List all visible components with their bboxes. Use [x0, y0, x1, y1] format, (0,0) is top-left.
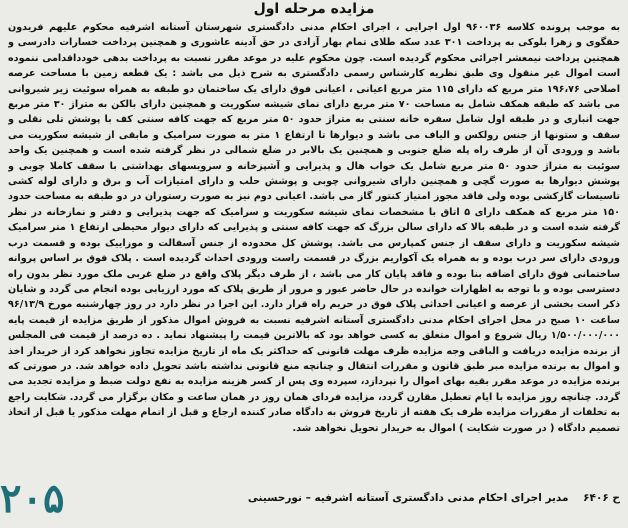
signature-text: مدیر اجرای احکام مدنی دادگستری آستانه اشرفیه – نورحسینی: [247, 492, 569, 504]
notice-body: به موجب پرونده کلاسه ۹۶۰۰۳۶ اول اجرایی ، اجرای احکام مدنی دادگستری شهرستان آستانه اشرفیه محکوم علیهم فریدون حقگوی و زهرا بلوکی به پرداخت ۳۰۱ عدد سکه طلای تمام بهار آزادی در حق آدینه عاشوری و همچنین پرداخت خسارات دادرسی و همچنین پرداخت نیمعشر اجرائی محکوم گردیده است. چون محکوم علیه در موعد مقرر نسبت به پرداخت بدهی خودداقدامی ننموده است اموال غیر منقول وی طبق نظریه کارشناس رسمی دادگستری به شرح ذیل می باشد : یک قطعه زمین با مساحت عرصه اصلاحی ۱۹۶،۷۶ متر مربع که دارای ۱۱۵ متر مربع اعیانی ، اعیانی فوق دارای یک ساختمان دو طبقه به همراه سوئیت زیر شیروانی می باشد که طبقه همکف شامل به مساحت ۷۰ متر مربع دارای نمای شیشه سکوریت و همچنین دارای بالکن به متراژ ۳۰ متر مربع جهت انباری و در طبقه اول شامل سفره خانه سنتی به متراژ حدود ۵۰ متر مربع که جهت کافه سنتی کف با پوشش تلی نقلی و سقف و ستونها از جنس رولکس و الیاف می باشد و دیوارها تا ارتفاع ۱ متر به صورت سرامیک و مابقی از شیشه سکوریت می باشد و ورودی آن از طرف راه پله ضلع جنوبی و همچنین یک بالابر در ضلع شمالی در نظر گرفته شده است و همچنین یک واحد سوئیت به متراژ حدود ۵۰ متر مربع شامل یک خواب هال و پذیرایی و آشپزخانه و سرویسهای بهداشتی با سقف کاملا چوبی و پوشش دیوارها به صورت گچی و همچنین دارای شیروانی چوبی و پوشش حلب و دارای امتیازات آب و برق و دارای لوله کشی تاسیسات گازکشی بوده ولی فاقد مجوز امتیاز کنتور گاز می باشد. اعیانی دوم نیز به صورت رستوران در دو طبقه به مساحت حدود ۱۵۰ متر مربع که همکف دارای ۵ اتاق با مشخصات نمای شیشه سکوریت و سرامیک که جهت پذیرایی و دفتر و نمازخانه در نظر گرفته شده است و در طبقه بالا که دارای سالن بزرگ که جهت کافه سنتی و پذیرایی که دارای دیوار محیطی ارتفاع ۱ متر سرامیک شیشه سکوریت و دارای سقف از جنس کمپارس می باشد. پوشش کل محدوده از جنس آسفالت و موزاییک بوده و قسمت درب ورودی دارای سر درب بوده و به همراه یک آکواریم بزرگ در قسمت راست ورودی احداث گردیده است . پلاک فوق بر اساس پروانه ساختمانی فوق دارای اضافه بنا بوده و فاقد پایان کار می باشد ، از طرف دیگر پلاک واقع در ضلع غربی ملک مورد نظر بدون راه دسترسی بوده و با توجه به اظهارات خوانده در حال حاضر عبور و مرور از طریق پلاک که مورد ارزیابی بوده انجام می گردد و شایان ذکر است بخشی از عرصه و اعیانی احداثی پلاک فوق در حریم راه قرار دارد. این اجرا در نظر دارد در روز چهارشنبه مورخ ۹۶/۱۳/۹ ساعت ۱۰ صبح در محل اجرای احکام مدنی دادگستری آستانه اشرفیه نسبت به فروش اموال مذکور از طریق مزایده از قیمت پایه ۱/۵۰۰/۰۰۰/۰۰۰ ریال شروع و اموال متعلق به کسی خواهد بود که بالاترین قیمت را پیشنهاد نماید . ده درصد از قیمت فی المجلس از برنده مزایده دریافت و الباقی وجه مزایده ظرف مهلت قانونی که حداکثر یک ماه از تاریخ مزایده تجاوز نخواهد کرد از خریدار اخذ و اموال به برنده مزایده مبر طبق قانون و مقررات انتقال و چنانچه منع قانونی نداشته باشد تحویل داده خواهد شد. در صورتی که برنده مزایده در موعد مقرر بقیه بهای اموال را نپردازد، سپرده وی پس از کسر هزینه مزایده به نفع دولت ضبط و مزایده تجدید می گردد. چنانچه روز مزایده با ایام تعطیل مقارن گردد، مزایده فردای همان روز در همان ساعت و مکان برگزار می گردد. شکایت راجع به تخلفات از مقررات مزایده ظرف یک هفته از تاریخ فروش به دادگاه صادر کننده ارجاع و قبل از اتمام مهلت مذکور یا قبل از اتخاذ تصمیم دادگاه ( در صورت شکایت ) اموال به خریدار تحویل نخواهد شد.: [8, 22, 620, 434]
notice-footer: [50, 490, 620, 526]
page-number-stamp: ۲۰۵: [0, 475, 65, 522]
reference-code: ح ۶۴۰۶: [583, 492, 620, 504]
notice-title: مزایده مرحله اول: [253, 1, 375, 17]
footer-signature-line: [50, 490, 620, 506]
